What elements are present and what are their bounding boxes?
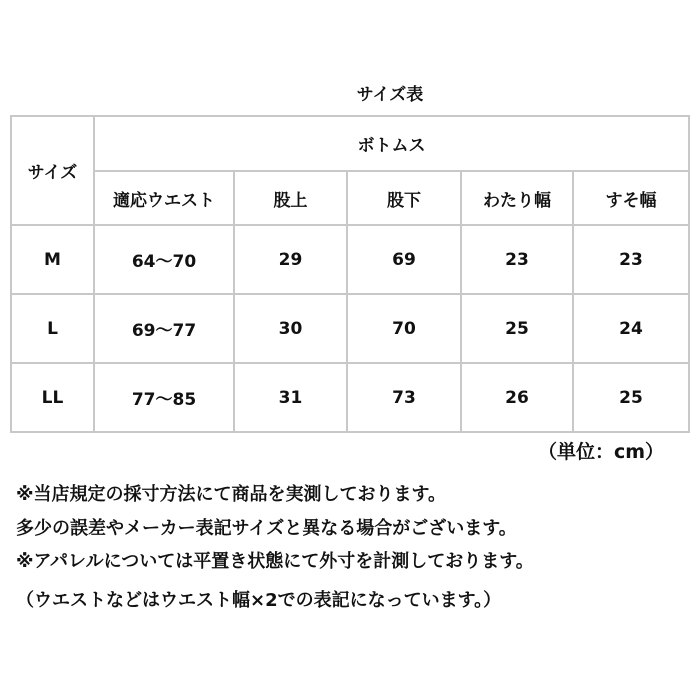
table-cell: 26 bbox=[461, 363, 573, 432]
column-header: わたり幅 bbox=[461, 171, 573, 225]
table-cell: 23 bbox=[573, 225, 689, 294]
table-cell: 69～77 bbox=[94, 294, 234, 363]
table-cell: 70 bbox=[347, 294, 461, 363]
unit-label: （単位：cm） bbox=[537, 441, 664, 463]
table-row bbox=[11, 225, 689, 294]
table-cell: 69 bbox=[347, 225, 461, 294]
notes bbox=[16, 478, 534, 617]
size-table bbox=[10, 115, 690, 433]
note-line: （ウエストなどはウエスト幅×2での表記になっています。） bbox=[16, 589, 502, 611]
page-title: サイズ表 bbox=[356, 85, 424, 105]
table-cell: 64～70 bbox=[94, 225, 234, 294]
size-cell: LL bbox=[11, 363, 94, 432]
table-row bbox=[11, 294, 689, 363]
size-cell: M bbox=[11, 225, 94, 294]
table-cell: 73 bbox=[347, 363, 461, 432]
table-cell: 23 bbox=[461, 225, 573, 294]
column-header: 股上 bbox=[234, 171, 347, 225]
note-line: ※当店規定の採寸方法にて商品を実測しております。 bbox=[16, 484, 447, 505]
size-cell: L bbox=[11, 294, 94, 363]
table-cell: 31 bbox=[234, 363, 347, 432]
table-cell: 77～85 bbox=[94, 363, 234, 432]
table-cell: 24 bbox=[573, 294, 689, 363]
note-line: 多少の誤差やメーカー表記サイズと異なる場合がございます。 bbox=[16, 517, 517, 539]
column-header: 股下 bbox=[347, 171, 461, 225]
column-header: すそ幅 bbox=[573, 171, 689, 225]
table-cell: 25 bbox=[573, 363, 689, 432]
group-header: ボトムス bbox=[94, 116, 689, 171]
size-header: サイズ bbox=[11, 116, 94, 225]
table-cell: 29 bbox=[234, 225, 347, 294]
table-row bbox=[11, 363, 689, 432]
table-cell: 25 bbox=[461, 294, 573, 363]
column-header: 適応ウエスト bbox=[94, 171, 234, 225]
note-line: ※アパレルについては平置き状態にて外寸を計測しております。 bbox=[16, 551, 534, 572]
table-cell: 30 bbox=[234, 294, 347, 363]
